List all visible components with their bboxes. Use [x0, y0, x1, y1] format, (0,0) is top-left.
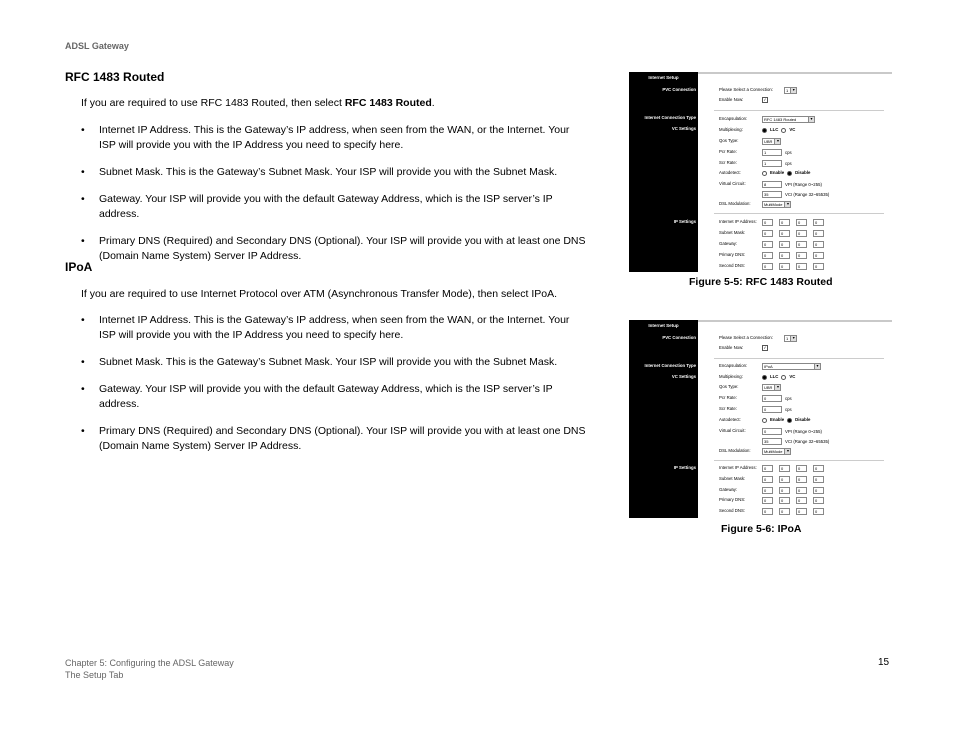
gateway-input[interactable]: 0 0 0 0	[762, 487, 830, 494]
field-label: Scr Rate:	[719, 160, 737, 165]
primary-dns-input[interactable]: 0 0 0 0	[762, 497, 830, 504]
field-label: Primary DNS:	[719, 497, 746, 502]
footer	[65, 657, 234, 681]
field-label: Enable Now:	[719, 97, 744, 102]
encapsulation-select[interactable]: IPoA ▼	[764, 364, 820, 369]
divider	[714, 358, 884, 359]
section-label-vc: VC Settings	[671, 374, 696, 379]
multiplexing-radio[interactable]: LLC VC	[762, 374, 795, 380]
encapsulation-select[interactable]: RFC 1483 Routed ▼	[764, 117, 814, 122]
field-label: Autodetect:	[719, 417, 741, 422]
section-intro-rfc1483: If you are required to use RFC 1483 Routed, then select RFC 1483 Routed.	[81, 97, 435, 109]
scr-input[interactable]: 0 cps	[764, 406, 792, 412]
internet-ip-input[interactable]: 0 0 0 0	[762, 465, 830, 472]
field-label: Encapsulation:	[719, 116, 748, 121]
subnet-mask-input[interactable]: 0 0 0 0	[762, 230, 830, 237]
field-label: Multiplexing:	[719, 374, 743, 379]
enable-now-checkbox[interactable]: ✓	[763, 97, 767, 102]
section-label-ict: Internet Connection Type	[644, 115, 696, 120]
divider	[714, 110, 884, 111]
second-dns-input[interactable]: 0 0 0 0	[762, 508, 830, 515]
section-label-pvc: PVC Connection	[662, 335, 696, 340]
divider	[698, 320, 892, 322]
dsl-modulation-select[interactable]: MultiMode ▼	[764, 449, 790, 454]
vci-input[interactable]: 35 VCI (Range 32~65535)	[764, 191, 830, 197]
section-label-ict: Internet Connection Type	[644, 363, 696, 368]
page-number: 15	[878, 657, 890, 668]
field-label: Gateway:	[719, 241, 738, 246]
screen-title: Internet Setup	[648, 323, 679, 328]
list-item: • Internet IP Address. This is the Gateway’s IP address, when seen from the WAN, or the Internet. Your ISP will provide you with the IP Address you need to specify here.	[81, 123, 589, 153]
enable-now-checkbox[interactable]: ✓	[763, 345, 767, 350]
section-label-ip: IP Settings	[673, 219, 696, 224]
section-label-ip: IP Settings	[673, 465, 696, 470]
subnet-mask-input[interactable]: 0 0 0 0	[762, 476, 830, 483]
footer-chapter: Chapter 5: Configuring the ADSL Gateway	[65, 658, 234, 668]
pcr-input[interactable]: 1 cps	[764, 149, 792, 155]
scr-input[interactable]: 1 cps	[764, 160, 792, 166]
pcr-input[interactable]: 0 cps	[764, 395, 792, 401]
vpi-input[interactable]: 0 VPI (Range 0~255)	[764, 428, 822, 434]
bullet-list-rfc1483	[81, 123, 589, 276]
vpi-input[interactable]: 8 VPI (Range 0~255)	[764, 181, 822, 187]
divider	[714, 213, 884, 214]
field-label: Second DNS:	[719, 263, 746, 268]
field-label: Virtual Circuit:	[719, 428, 746, 433]
section-heading-ipoa: IPoA	[65, 260, 93, 274]
section-label-pvc: PVC Connection	[662, 87, 696, 92]
qos-select[interactable]: UBR ▼	[764, 385, 780, 390]
screen-title: Internet Setup	[648, 75, 679, 80]
gateway-input[interactable]: 0 0 0 0	[762, 241, 830, 248]
field-label: Gateway:	[719, 487, 738, 492]
list-item: • Primary DNS (Required) and Secondary DNS (Optional). Your ISP will provide you with at least one DNS (Domain Name System) Server IP Address.	[81, 234, 589, 264]
running-header: ADSL Gateway	[65, 41, 129, 51]
field-label: Virtual Circuit:	[719, 181, 746, 186]
list-item: • Internet IP Address. This is the Gateway’s IP address, when seen from the WAN, or the Internet. Your ISP will provide you with the IP Address you need to specify here.	[81, 313, 589, 343]
divider	[698, 72, 892, 74]
internet-ip-input[interactable]: 0 0 0 0	[762, 219, 830, 226]
field-label: Please Select a Connection:	[719, 335, 773, 340]
field-label: Autodetect:	[719, 170, 741, 175]
divider	[714, 460, 884, 461]
bullet-list-ipoa	[81, 313, 589, 466]
field-label: Enable Now:	[719, 345, 744, 350]
field-label: Subnet Mask:	[719, 476, 746, 481]
figure-caption: Figure 5-5: RFC 1483 Routed	[689, 276, 833, 288]
figure-rfc1483-screenshot	[629, 72, 892, 272]
field-label: Scr Rate:	[719, 406, 737, 411]
list-item: • Subnet Mask. This is the Gateway’s Subnet Mask. Your ISP will provide you with the Subnet Mask.	[81, 355, 589, 370]
field-label: Qos Type:	[719, 384, 739, 389]
field-label: Internet IP Address:	[719, 465, 757, 470]
autodetect-radio[interactable]: Enable Disable	[762, 170, 810, 176]
vci-input[interactable]: 35 VCI (Range 32~65535)	[764, 438, 830, 444]
figure-caption: Figure 5-6: IPoA	[721, 523, 802, 535]
section-label-vc: VC Settings	[671, 126, 696, 131]
field-label: Multiplexing:	[719, 127, 743, 132]
sidebar	[629, 72, 698, 272]
field-label: Encapsulation:	[719, 363, 748, 368]
multiplexing-radio[interactable]: LLC VC	[762, 127, 795, 133]
list-item: • Subnet Mask. This is the Gateway’s Subnet Mask. Your ISP will provide you with the Subnet Mask.	[81, 165, 589, 180]
sidebar	[629, 320, 698, 518]
field-label: Pcr Rate:	[719, 395, 737, 400]
footer-section: The Setup Tab	[65, 670, 124, 680]
autodetect-radio[interactable]: Enable Disable	[762, 417, 810, 423]
field-label: Second DNS:	[719, 508, 746, 513]
field-label: DSL Modulation:	[719, 448, 751, 453]
field-label: Please Select a Connection:	[719, 87, 773, 92]
dsl-modulation-select[interactable]: MultiMode ▼	[764, 202, 790, 207]
field-label: Pcr Rate:	[719, 149, 737, 154]
second-dns-input[interactable]: 0 0 0 0	[762, 263, 830, 270]
connection-select[interactable]: 1 ▼	[786, 88, 796, 93]
connection-select[interactable]: 1 ▼	[786, 336, 796, 341]
section-intro-ipoa: If you are required to use Internet Protocol over ATM (Asynchronous Transfer Mode), then select IPoA.	[81, 288, 558, 300]
list-item: • Gateway. Your ISP will provide you with the default Gateway Address, which is the ISP server’s IP address.	[81, 192, 589, 222]
field-label: Subnet Mask:	[719, 230, 746, 235]
primary-dns-input[interactable]: 0 0 0 0	[762, 252, 830, 259]
list-item: • Gateway. Your ISP will provide you with the default Gateway Address, which is the ISP server’s IP address.	[81, 382, 589, 412]
list-item: • Primary DNS (Required) and Secondary DNS (Optional). Your ISP will provide you with at least one DNS (Domain Name System) Server IP Address.	[81, 424, 589, 454]
field-label: DSL Modulation:	[719, 201, 751, 206]
field-label: Internet IP Address:	[719, 219, 757, 224]
qos-select[interactable]: UBR ▼	[764, 139, 780, 144]
field-label: Primary DNS:	[719, 252, 746, 257]
field-label: Qos Type:	[719, 138, 739, 143]
figure-ipoa-screenshot	[629, 320, 892, 518]
section-heading-rfc1483: RFC 1483 Routed	[65, 70, 165, 84]
